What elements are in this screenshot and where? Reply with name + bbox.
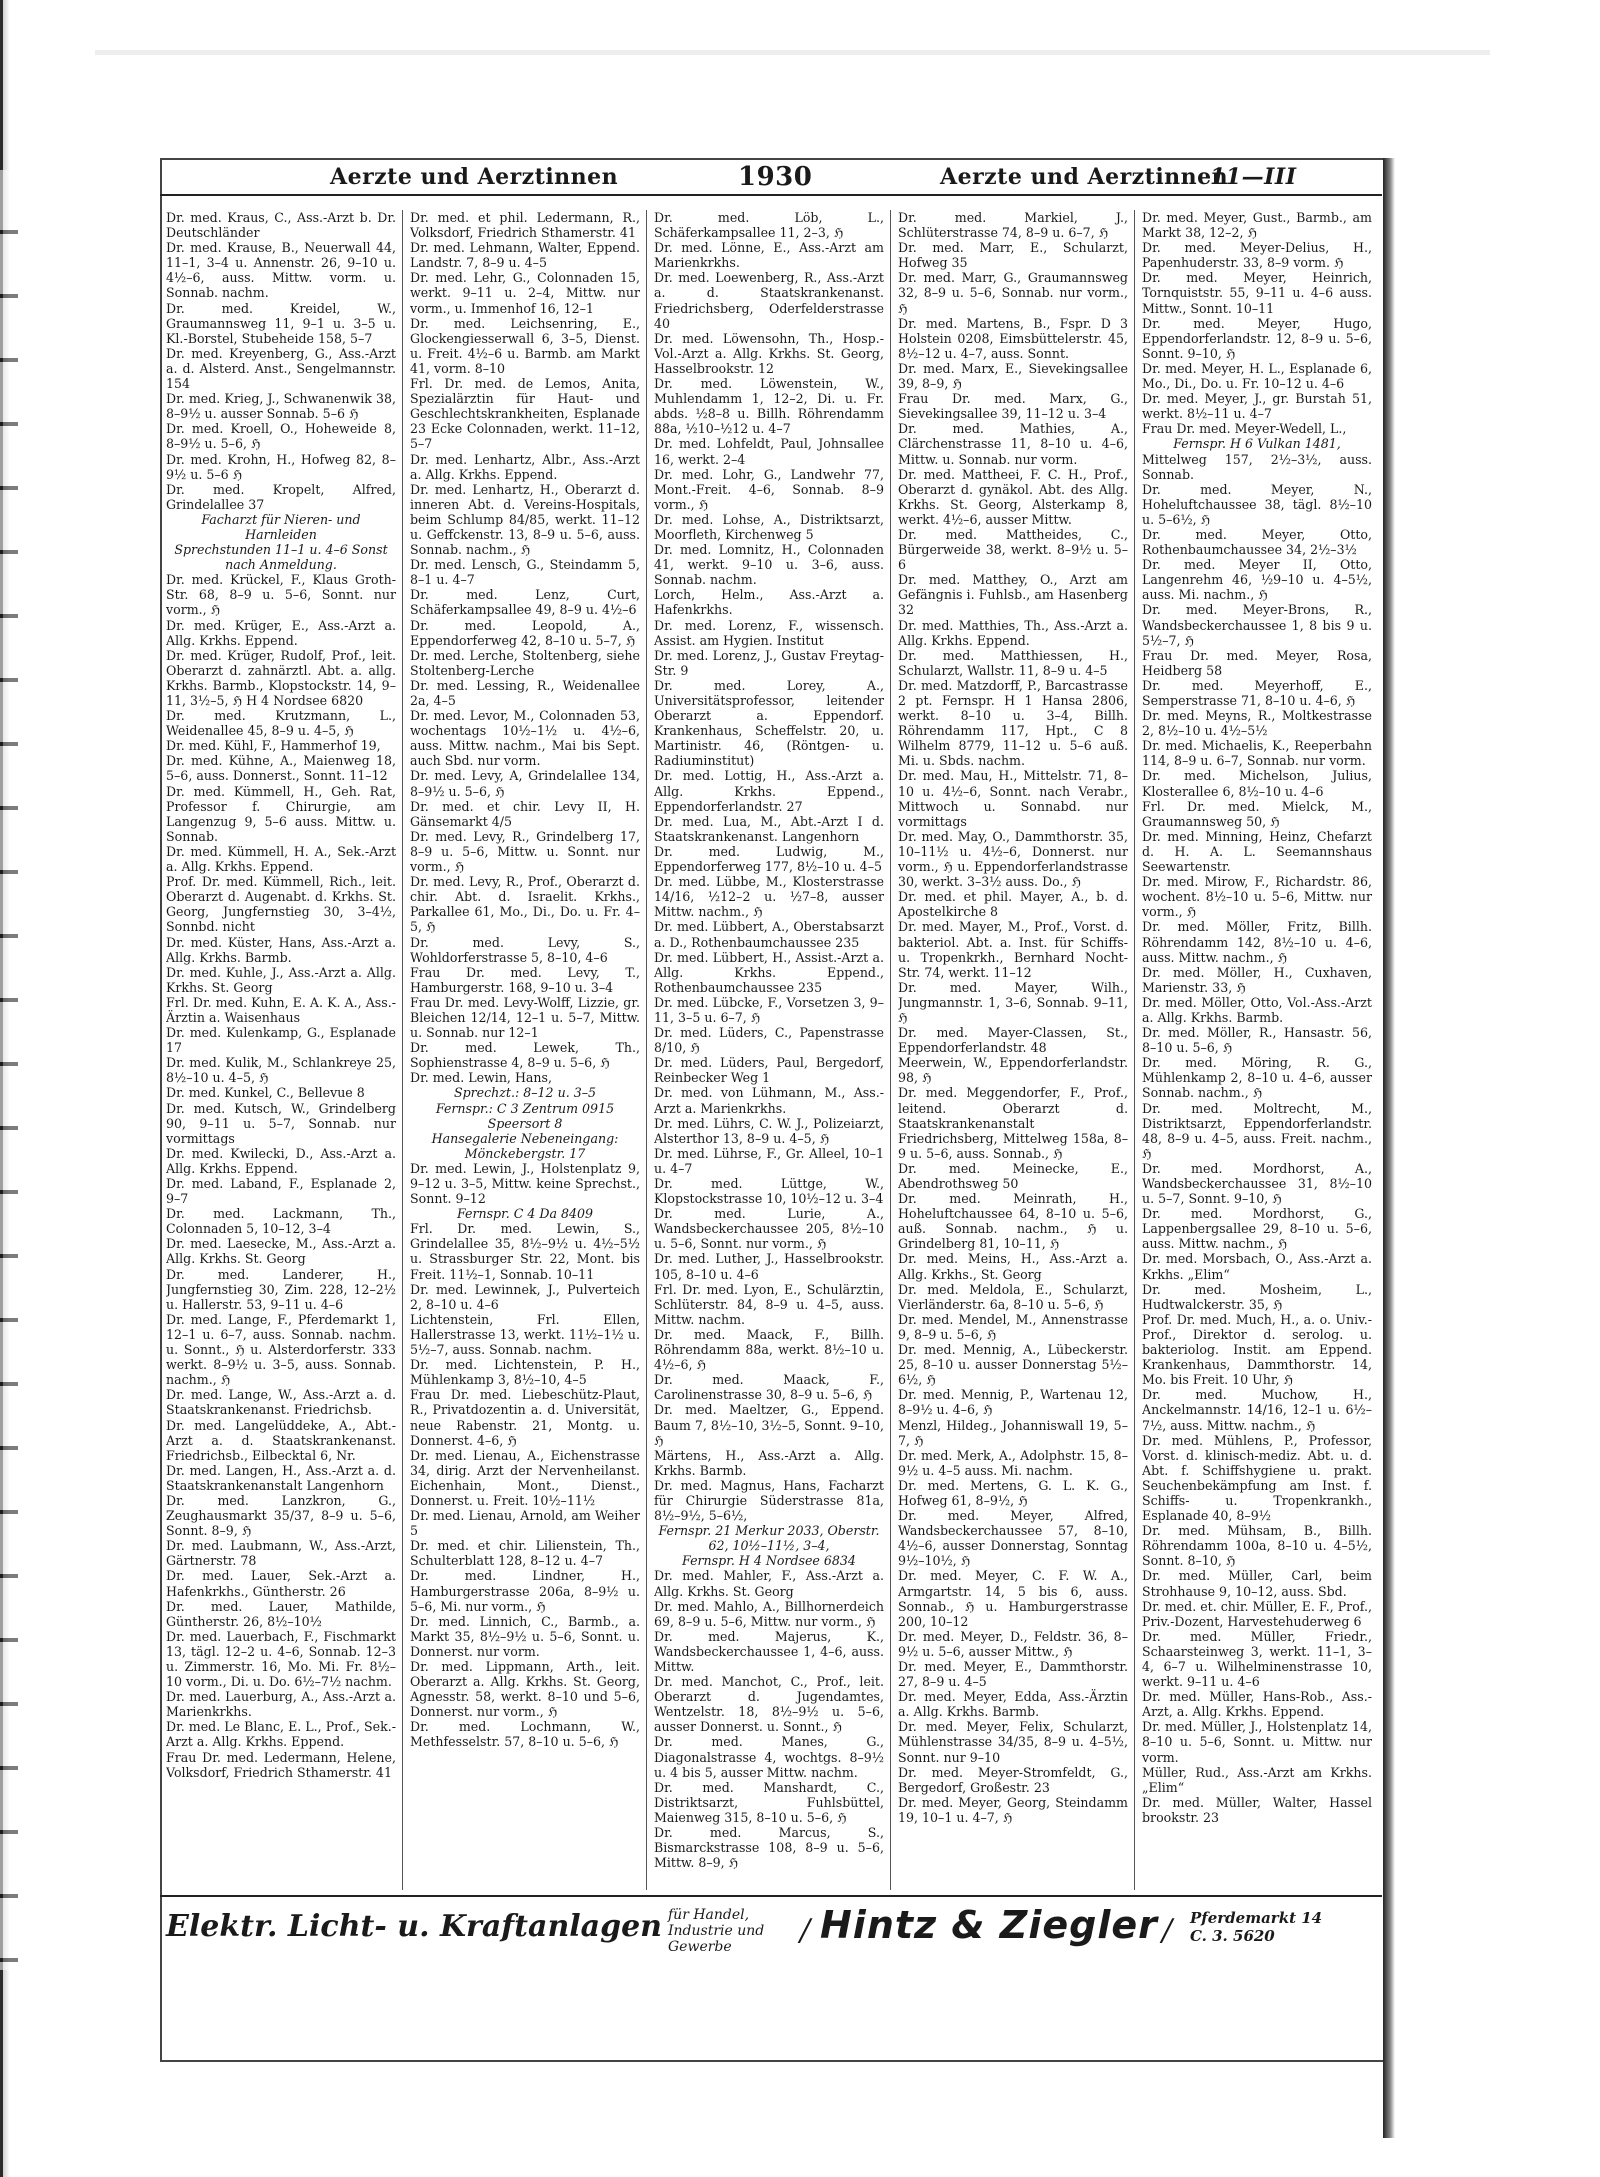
directory-entry: Dr. med. Lessing, R., Weidenallee 2a, 4–5 (410, 677, 640, 708)
directory-entry: Dr. med. Lackmann, Th., Colonnaden 5, 10–12, 3–4 (166, 1206, 396, 1237)
directory-entry: Dr. med. Möller, H., Cuxhaven, Marienstr. 33, ℌ (1142, 964, 1372, 995)
directory-entry: Dr. med. Lönne, E., Ass.-Arzt am Marienkrkhs. (654, 240, 884, 271)
directory-entry: Dr. med. Lorenz, F., wissensch. Assist. am Hygien. Institut (654, 617, 884, 648)
directory-entry: Dr. med. Lochmann, W., Methfesselstr. 57, 8–10 u. 5–6, ℌ (410, 1719, 640, 1750)
directory-entry: Dr. med. et chir. Lilienstein, Th., Schulterblatt 128, 8–12 u. 4–7 (410, 1538, 640, 1569)
directory-entry: Dr. med. Mennig, P., Wartenau 12, 8–9½ u. 4–6, ℌ (898, 1387, 1128, 1418)
directory-entry: Dr. med. Kreidel, W., Graumannsweg 11, 9–1 u. 3–5 u. Kl.-Borstel, Stubeheide 158, 5–7 (166, 300, 396, 346)
directory-note: Fernspr. 21 Merkur 2033, Oberstr. 62, 10½–11½, 3–4, (658, 1523, 880, 1554)
directory-entry: Frau Dr. med. Liebeschütz-Plaut, R., Privatdozentin a. d. Universität, neue Rabenstr. 21, Montg. u. Donnerst. 4–6, ℌ (410, 1387, 640, 1448)
directory-entry: Mittelweg 157, 2½–3½, auss. Sonnab. (1142, 451, 1372, 482)
directory-entry: Frau Dr. med. Levy, T., Hamburgerstr. 168, 9–10 u. 3–4 (410, 964, 640, 995)
directory-entry: Dr. med. Lübbert, H., Assist.-Arzt a. Allg. Krkhs. Eppend., Rothenbaumchaussee 235 (654, 949, 884, 995)
directory-entry: Müller, Rud., Ass.-Arzt am Krkhs. „Elim“ (1142, 1764, 1372, 1795)
directory-entry: Dr. med. Meyer, Georg, Steindamm 19, 10–1 u. 4–7, ℌ (898, 1794, 1128, 1825)
directory-entry: Dr. med. Manchot, C., Prof., leit. Oberarzt d. Jugendamtes, Wentzelstr. 18, 8½–9½ u. 5–6, ausser Donnerst. u. Sonnt., ℌ (654, 1674, 884, 1735)
directory-entry: Dr. med. Matzdorff, P., Barcastrasse 2 pt. Fernspr. H 1 Hansa 2806, werkt. 8–10 u. 3–4, Billh. Röhrendamm 117, Hpt., C 8 Wilhelm 8779, 11–12 u. 5–6 auß. Mi. u. Sbds. nachm. (898, 677, 1128, 769)
directory-entry: Dr. med. Mayer, M., Prof., Vorst. d. bakteriol. Abt. a. Inst. für Schiffs- u. Tropenkrkh., Bernhard Nocht-Str. 74, werkt. 11–12 (898, 919, 1128, 980)
directory-entry: Dr. med. Lauerbach, F., Fischmarkt 13, tägl. 12–2 u. 4–6, Sonnab. 12–3 u. Zimmerstr. 16, Mo. Mi. Fr. 8½–10 vorm., Di. u. Do. 6½–7½ nachm. (166, 1628, 396, 1690)
directory-entry: Dr. med. Krohn, H., Hofweg 82, 8–9½ u. 5–6 ℌ (166, 451, 396, 482)
directory-entry: Dr. med. Lauer, Sek.-Arzt a. Hafenkrkhs., Güntherstr. 26 (166, 1568, 396, 1599)
column-divider (646, 210, 647, 1890)
directory-entry: Dr. med. Kümmell, H., Geh. Rat, Professor f. Chirurgie, am Langenzug 9, 5–6 auss. Mittw. u. Sonnab. (166, 783, 396, 844)
directory-entry: Dr. med. et. chir. Müller, E. F., Prof., Priv.-Dozent, Harvestehuderweg 6 (1142, 1598, 1372, 1629)
directory-entry: Frl. Dr. med. Kuhn, E. A. K. A., Ass.-Ärztin a. Waisenhaus (166, 994, 396, 1025)
directory-entry: Dr. med. Meyer, N., Hoheluftchaussee 38, tägl. 8½–10 u. 5–6½, ℌ (1142, 481, 1372, 527)
directory-entry: Dr. med. Lanzkron, G., Zeughausmarkt 35/37, 8–9 u. 5–6, Sonnt. 8–9, ℌ (166, 1492, 396, 1539)
directory-entry: Dr. med. Mau, H., Mittelstr. 71, 8–10 u. 4½–6, Sonnt. nach Verabr., Mittwoch u. Sonnabd. nur vormittags (898, 768, 1128, 829)
directory-entry: Dr. med. Kulenkamp, G., Esplanade 17 (166, 1025, 396, 1056)
directory-entry: Dr. med. Michelson, Julius, Klosterallee 6, 8½–10 u. 4–6 (1142, 768, 1372, 799)
directory-entry: Dr. med. Lienau, A., Eichenstrasse 34, dirig. Arzt der Nervenheilanst. Eichenhain, Mont., Dienst., Donnerst. u. Freit. 10½–11½ (410, 1447, 640, 1508)
directory-entry: Dr. med. Lange, F., Pferdemarkt 1, 12–1 u. 6–7, auss. Sonnab. nachm. u. Sonnt., ℌ u. Alsterdorferstr. 333 werkt. 8–9½ u. 3–5, auss. Sonnab. nachm., ℌ (166, 1311, 396, 1388)
directory-entry: Dr. med. Lindner, H., Hamburgerstrasse 206a, 8–9½ u. 5–6, Mi. nur vorm., ℌ (410, 1568, 640, 1614)
directory-entry: Dr. med. Lohse, A., Distriktsarzt, Moorfleth, Kirchenweg 5 (654, 511, 884, 542)
directory-entry: Dr. med. Michaelis, K., Reeperbahn 114, 8–9 u. 6–7, Sonnab. nur vorm. (1142, 738, 1372, 769)
ad-company: Hintz & Ziegler (820, 1903, 1158, 1947)
directory-entry: Dr. med. et phil. Ledermann, R., Volksdorf, Friedrich Sthamerstr. 41 (410, 210, 640, 241)
directory-entry: Dr. med. Müller, Hans-Rob., Ass.-Arzt, a. Allg. Krkhs. Eppend. (1142, 1689, 1372, 1720)
directory-entry: Frl. Dr. med. de Lemos, Anita, Spezialärztin für Haut- und Geschlechtskrankheiten, Esplanade 23 Ecke Colonnaden, werkt. 11–12, 5–7 (410, 376, 640, 452)
directory-entry: Dr. med. Mennig, A., Lübeckerstr. 25, 8–10 u. ausser Donnerstag 5½–6½, ℌ (898, 1342, 1128, 1388)
directory-entry: Frl. Dr. med. Lewin, S., Grindelallee 35, 8½–9½ u. 4½–5½ u. Strassburger Str. 22, Mont. bis Freit. 11½–1, Sonnab. 10–11 (410, 1221, 640, 1282)
directory-entry: Dr. med. Lauerburg, A., Ass.-Arzt a. Marienkrkhs. (166, 1689, 396, 1720)
directory-entry: Dr. med. Meyer-Brons, R., Wandsbeckerchaussee 1, 8 bis 9 u. 5½–7, ℌ (1142, 602, 1372, 648)
directory-entry: Dr. med. Langen, H., Ass.-Arzt a. d. Staatskrankenanstalt Langenhorn (166, 1462, 396, 1493)
directory-entry: Dr. med. Lauer, Mathilde, Güntherstr. 26, 8½–10½ (166, 1598, 396, 1629)
directory-entry: Frau Dr. med. Ledermann, Helene, Volksdorf, Friedrich Sthamerstr. 41 (166, 1749, 396, 1780)
directory-entry: Frl. Dr. med. Mielck, M., Graumannsweg 50, ℌ (1142, 798, 1372, 829)
directory-entry: Frau Dr. med. Levy-Wolff, Lizzie, gr. Bleichen 12/14, 12–1 u. 5–7, Mittw. u. Sonnab. nur 12–1 (410, 994, 640, 1041)
directory-entry: Dr. med. Kunkel, C., Bellevue 8 (166, 1085, 365, 1101)
directory-entry: Dr. med. Mahler, F., Ass.-Arzt a. Allg. Krkhs. St. Georg (654, 1568, 884, 1599)
directory-entry: Dr. med. Krutzmann, L., Weidenallee 45, 8–9 u. 4–5, ℌ (166, 708, 396, 739)
directory-entry: Dr. med. Möller, Fritz, Billh. Röhrendamm 142, 8½–10 u. 4–6, auss. Mittw. nachm., ℌ (1142, 919, 1372, 965)
directory-entry: Dr. med. Lenz, Curt, Schäferkampsallee 49, 8–9 u. 4½–6 (410, 587, 640, 618)
directory-entry: Dr. med. Levy, R., Grindelberg 17, 8–9 u. 5–6, Mittw. u. Sonnt. nur vorm., ℌ (410, 828, 640, 875)
directory-entry: Dr. med. Meyer, J., gr. Burstah 51, werkt. 8½–11 u. 4–7 (1142, 391, 1372, 422)
directory-entry: Dr. med. Meyer, Gust., Barmb., am Markt 38, 12–2, ℌ (1142, 210, 1372, 241)
directory-entry: Dr. med. Laubmann, W., Ass.-Arzt, Gärtnerstr. 78 (166, 1538, 396, 1569)
header-year: 1930 (738, 162, 813, 192)
directory-entry: Dr. med. Mirow, F., Richardstr. 86, wochent. 8½–10 u. 5–6, Mittw. nur vorm., ℌ (1142, 874, 1372, 920)
directory-entry: Dr. med. Manshardt, C., Distriktsarzt, Fuhlsbüttel, Maienweg 315, 8–10 u. 5–6, ℌ (654, 1779, 884, 1825)
directory-entry: Dr. med. Maack, F., Carolinenstrasse 30, 8–9 u. 5–6, ℌ (654, 1372, 884, 1403)
directory-entry: Dr. med. Meyer II, Otto, Langenrehm 46, ½9–10 u. 4–5½, auss. Mi. nachm., ℌ (1142, 557, 1372, 603)
directory-entry: Frau Dr. med. Marx, G., Sievekingsallee 39, 11–12 u. 3–4 (898, 391, 1128, 422)
directory-entry: Dr. med. Kümmell, H. A., Sek.-Arzt a. Allg. Krkhs. Eppend. (166, 843, 396, 875)
directory-entry: Dr. med. Müller, J., Holstenplatz 14, 8–10 u. 5–6, Sonnt. u. Mittw. nur vorm. (1142, 1719, 1372, 1765)
directory-entry: Dr. med. Kühne, A., Maienweg 18, 5–6, auss. Donnerst., Sonnt. 11–12 (166, 753, 396, 784)
directory-entry: Dr. med. Lührs, C. W. J., Polizeiarzt, Alsterthor 13, 8–9 u. 4–5, ℌ (654, 1115, 884, 1146)
directory-entry: Dr. med. Kutsch, W., Grindelberg 90, 9–11 u. 5–7, Sonnab. nur vormittags (166, 1100, 396, 1146)
top-scan-bar (95, 50, 1490, 55)
directory-entry: Dr. med. Lohr, G., Landwehr 77, Mont.-Freit. 4–6, Sonnab. 8–9 vorm., ℌ (654, 466, 884, 512)
directory-entry: Dr. med. von Lühmann, M., Ass.-Arzt a. Marienkrkhs. (654, 1085, 884, 1116)
column-divider (402, 210, 403, 1890)
directory-entry: Dr. med. Kulik, M., Schlankreye 25, 8½–10 u. 4–5, ℌ (166, 1055, 396, 1086)
directory-entry: Dr. med. Meyer, Hugo, Eppendorferlandstr. 12, 8–9 u. 5–6, Sonnt. 9–10, ℌ (1142, 315, 1372, 361)
directory-note: Hansegalerie Nebeneingang: Mönckebergstr. 17 (431, 1130, 619, 1161)
directory-entry: Dr. med. Mayer-Classen, St., Eppendorferlandstr. 48 (898, 1025, 1128, 1056)
directory-entry: Dr. med. Moltrecht, M., Distriktsarzt, Eppendorferlandstr. 48, 8–9 u. 4–5, auss. Freit. nachm., ℌ (1142, 1100, 1372, 1161)
ad-separator: / (1162, 1913, 1173, 1948)
column-divider (1134, 210, 1135, 1890)
directory-entry: Dr. med. Mühlens, P., Professor, Vorst. d. klinisch-mediz. Abt. u. d. Abt. f. Schiffshygiene u. prakt. Seuchenbekämpfung am Inst. f. Schiffs- u. Tropenkrankh., Esplanade 40, 8–9½ (1142, 1432, 1372, 1524)
directory-entry: Frl. Dr. med. Lyon, E., Schulärztin, Schlüterstr. 84, 8–9 u. 4–5, auss. Mittw. nachm. (654, 1281, 884, 1327)
directory-entry: Prof. Dr. med. Much, H., a. o. Univ.-Prof., Direktor d. serolog. u. bakteriolog. Instit. am Eppend. Krankenhaus, Dammthorstr. 14, Mo. bis Freit. 10 Uhr, ℌ (1142, 1311, 1372, 1388)
directory-entry: Dr. med. Meyer, Otto, Rothenbaumchaussee 34, 2½–3½ (1142, 526, 1372, 558)
directory-entry: Dr. med. Matthey, O., Arzt am Gefängnis i. Fuhlsb., am Hasenberg 32 (898, 572, 1128, 618)
directory-note: Sprechstunden 11–1 u. 4–6 Sonst nach Anmeldung. (174, 542, 388, 573)
directory-entry: Dr. med. Kwilecki, D., Ass.-Arzt a. Allg. Krkhs. Eppend. (166, 1145, 396, 1176)
advertisement-footer (160, 1895, 1382, 1967)
directory-entry: Dr. med. Martens, B., Fspr. D 3 Holstein 0208, Eimsbüttelerstr. 45, 8½–12 u. 4–7, auss. Sonnt. (898, 315, 1128, 361)
directory-entry: Dr. med. Kraus, C., Ass.-Arzt b. Dr. Deutschländer (166, 210, 396, 241)
directory-entry: Dr. med. Lehmann, Walter, Eppend. Landstr. 7, 8–9 u. 4–5 (410, 240, 640, 271)
directory-entry: Dr. med. Mertens, G. L. K. G., Hofweg 61, 8–9½, ℌ (898, 1477, 1128, 1508)
directory-entry: Dr. med. Mordhorst, A., Wandsbeckerchaussee 31, 8½–10 u. 5–7, Sonnt. 9–10, ℌ (1142, 1160, 1372, 1207)
column-5 (1142, 210, 1372, 1890)
page-number: 11—III (1210, 164, 1297, 190)
directory-entry: Dr. med. Meyerhoff, E., Semperstrasse 71, 8–10 u. 4–6, ℌ (1142, 677, 1372, 708)
directory-entry: Dr. med. Manes, G., Diagonalstrasse 4, wochtgs. 8–9½ u. 4 bis 5, ausser Mittw. nachm. (654, 1734, 884, 1780)
directory-note: Fernspr.: C 3 Zentrum 0915 Speersort 8 (435, 1100, 615, 1131)
directory-entry: Dr. med. Marr, E., Schularzt, Hofweg 35 (898, 240, 1128, 271)
directory-entry: Dr. med. Levor, M., Colonnaden 53, wochentags 10½–1½ u. 4½–6, auss. Mittw. nachm., Mai bis Sept. auch Sbd. nur vorm. (410, 708, 640, 769)
directory-entry: Dr. med. Levy, A, Grindelallee 134, 8–9½ u. 5–6, ℌ (410, 768, 640, 799)
directory-entry: Dr. med. Meyer, D., Feldstr. 36, 8–9½ u. 5–6, ausser Mittw., ℌ (898, 1628, 1128, 1659)
column-4 (898, 210, 1128, 1890)
directory-entry: Dr. med. Meyer, H. L., Esplanade 6, Mo., Di., Do. u. Fr. 10–12 u. 4–6 (1142, 360, 1372, 392)
directory-entry: Dr. med. Lorey, A., Universitätsprofessor, leitender Oberarzt a. Eppendorf. Krankenhaus, Scheffelstr. 20, u. Martinistr. 46, (Röntgen- u. Radiuminstitut) (654, 677, 884, 769)
directory-entry: Dr. med. Lüttge, W., Klopstockstrasse 10, 10½–12 u. 3–4 (654, 1176, 884, 1207)
directory-entry: Dr. med. Matthies, Th., Ass.-Arzt a. Allg. Krkhs. Eppend. (898, 617, 1128, 648)
directory-entry: Dr. med. Mahlo, A., Billhornerdeich 69, 8–9 u. 5–6, Mittw. nur vorm., ℌ (654, 1598, 884, 1629)
column-divider (890, 210, 891, 1890)
directory-entry: Dr. med. Lange, W., Ass.-Arzt a. d. Staatskrankenanst. Friedrichsb. (166, 1387, 396, 1418)
directory-entry: Dr. med. Matthiessen, H., Schularzt, Wallstr. 11, 8–9 u. 4–5 (898, 647, 1128, 678)
ad-contact (1190, 1909, 1322, 1945)
directory-entry: Dr. med. Lehr, G., Colonnaden 15, werkt. 9–11 u. 2–4, Mittw. nur vorm., u. Immenhof 16, 12–1 (410, 270, 640, 316)
directory-entry: Dr. med. et chir. Levy II, H. Gänsemarkt 4/5 (410, 798, 640, 829)
directory-entry: Dr. med. Laband, F., Esplanade 2, 9–7 (166, 1176, 396, 1207)
directory-entry: Dr. med. Lohfeldt, Paul, Johnsallee 16, werkt. 2–4 (654, 436, 884, 467)
directory-entry: Dr. med. Levy, S., Wohldorferstrasse 5, 8–10, 4–6 (410, 934, 640, 965)
directory-entry: Dr. med. Meyer, Edda, Ass.-Ärztin a. Allg. Krkhs. Barmb. (898, 1689, 1128, 1720)
directory-entry: Dr. med. Lua, M., Abt.-Arzt I d. Staatskrankenanst. Langenhorn (654, 813, 884, 844)
directory-entry: Dr. med. et phil. Mayer, A., b. d. Apostelkirche 8 (898, 889, 1128, 920)
page-header (160, 160, 1382, 196)
directory-entry: Dr. med. Löwensohn, Th., Hosp.-Vol.-Arzt a. Allg. Krkhs. St. Georg, Hasselbrookstr. 12 (654, 330, 884, 376)
directory-entry: Dr. med. Lomnitz, H., Colonnaden 41, werkt. 9–10 u. 3–6, auss. Sonnab. nachm. (654, 542, 884, 588)
directory-entry: Dr. med. Mayer, Wilh., Jungmannstr. 1, 3–6, Sonnab. 9–11, ℌ (898, 979, 1128, 1025)
directory-entry: Dr. med. Marx, E., Sievekingsallee 39, 8–9, ℌ (898, 360, 1128, 392)
ad-subtext: für Handel, Industrie und Gewerbe (668, 1907, 765, 1955)
directory-entry: Dr. med. Muchow, H., Anckelmannstr. 14/16, 12–1 u. 6½–7½, auss. Mittw. nachm., ℌ (1142, 1387, 1372, 1433)
directory-columns (160, 210, 1382, 1890)
directory-entry: Dr. med. Möller, R., Hansastr. 56, 8–10 u. 5–6, ℌ (1142, 1025, 1372, 1056)
directory-entry: Dr. med. Krückel, F., Klaus Groth-Str. 68, 8–9 u. 5–6, Sonnt. nur vorm., ℌ (166, 572, 396, 618)
directory-entry: Dr. med. Löb, L., Schäferkampsallee 11, 2–3, ℌ (654, 210, 884, 241)
directory-entry: Dr. med. Ludwig, M., Eppendorferweg 177, 8½–10 u. 4–5 (654, 843, 884, 875)
directory-entry: Dr. med. Lottig, H., Ass.-Arzt a. Allg. Krkhs. Eppend., Eppendorferlandstr. 27 (654, 768, 884, 814)
ad-separator: / (800, 1913, 811, 1948)
directory-entry: Dr. med. Majerus, K., Wandsbeckerchaussee 1, 4–6, auss. Mittw. (654, 1628, 884, 1674)
directory-entry: Dr. med. Lewin, Hans, (410, 1070, 553, 1086)
directory-entry: Dr. med. Mendel, M., Annenstrasse 9, 8–9 u. 5–6, ℌ (898, 1311, 1128, 1342)
directory-entry: Dr. med. Lewinnek, J., Pulverteich 2, 8–10 u. 4–6 (410, 1281, 640, 1312)
directory-entry: Dr. med. Lenhartz, H., Oberarzt d. inneren Abt. d. Vereins-Hospitals, beim Schlump 84/85, werkt. 11–12 u. Geffckenstr. 13, 8–9 u. 5–6, auss. Sonnab. nachm., ℌ (410, 481, 640, 558)
directory-entry: Dr. med. Lerche, Stoltenberg, siehe Stoltenberg-Lerche (410, 647, 640, 678)
header-right-title: Aerzte und Aerztinnen (940, 164, 1229, 190)
directory-entry: Dr. med. Leopold, A., Eppendorferweg 42, 8–10 u. 5–7, ℌ (410, 617, 640, 648)
binding-marks (0, 170, 18, 1970)
directory-entry: Dr. med. Meins, H., Ass.-Arzt a. Allg. Krkhs., St. Georg (898, 1251, 1128, 1282)
directory-entry: Dr. med. Meyer-Delius, H., Papenhuderstr. 33, 8–9 vorm. ℌ (1142, 240, 1372, 271)
directory-entry: Dr. med. Markiel, J., Schlüterstrasse 74, 8–9 u. 6–7, ℌ (898, 210, 1128, 241)
directory-entry: Dr. med. Meyer-Stromfeldt, G., Bergedorf, Großestr. 23 (898, 1764, 1128, 1795)
directory-entry: Dr. med. Möring, R. G., Mühlenkamp 2, 8–10 u. 4–6, ausser Sonnab. nachm., ℌ (1142, 1055, 1372, 1101)
directory-entry: Dr. med. Mühsam, B., Billh. Röhrendamm 100a, 8–10 u. 4–5½, Sonnt. 8–10, ℌ (1142, 1523, 1372, 1569)
directory-entry: Dr. med. Lensch, G., Steindamm 5, 8–1 u. 4–7 (410, 557, 640, 588)
directory-entry: Dr. med. Luther, J., Hasselbrookstr. 105, 8–10 u. 4–6 (654, 1251, 884, 1282)
directory-entry: Dr. med. Meyns, R., Moltkestrasse 2, 8½–10 u. 4½–5½ (1142, 708, 1372, 739)
column-2 (410, 210, 640, 1890)
column-3 (654, 210, 884, 1890)
directory-entry: Dr. med. May, O., Dammthorstr. 35, 10–11½ u. 4½–6, Donnerst. nur vorm., ℌ u. Eppendorferlandstrasse 30, werkt. 3–3½ auss. Do., ℌ (898, 828, 1128, 890)
header-left-title: Aerzte und Aerztinnen (330, 164, 619, 190)
directory-entry: Dr. med. Lurie, A., Wandsbeckerchaussee 205, 8½–10 u. 5–6, Sonnt. nur vorm., ℌ (654, 1206, 884, 1252)
directory-entry: Dr. med. Kühl, F., Hammerhof 19, (166, 738, 381, 754)
column-1 (166, 210, 396, 1890)
directory-entry: Dr. med. Lippmann, Arth., leit. Oberarzt a. Allg. Krkhs. St. Georg, Agnesstr. 58, werkt. 8–10 und 5–6, Donnerst. nur vorm., ℌ (410, 1659, 640, 1720)
directory-entry: Dr. med. Laesecke, M., Ass.-Arzt a. Allg. Krkhs. St. Georg (166, 1236, 396, 1267)
directory-entry: Dr. med. Morsbach, O., Ass.-Arzt a. Krkhs. „Elim“ (1142, 1251, 1372, 1282)
directory-entry: Dr. med. Mattheides, C., Bürgerweide 38, werkt. 8–9½ u. 5–6 (898, 526, 1128, 573)
directory-entry: Dr. med. Mordhorst, G., Lappenbergsallee 29, 8–10 u. 5–6, auss. Mittw. nachm., ℌ (1142, 1206, 1372, 1252)
directory-entry: Prof. Dr. med. Kümmell, Rich., leit. Oberarzt d. Augenabt. d. Krkhs. St. Georg, Jungfernstieg 30, 3–4½, Sonnbd. nicht (166, 874, 396, 935)
directory-entry: Dr. med. Levy, R., Prof., Oberarzt d. chir. Abt. d. Israelit. Krkhs., Parkallee 61, Mo., Di., Do. u. Fr. 4–5, ℌ (410, 874, 640, 935)
directory-entry: Dr. med. Magnus, Hans, Facharzt für Chirurgie Süderstrasse 81a, 8½–9½, 5–6½, (654, 1477, 884, 1524)
directory-entry: Dr. med. Krüger, E., Ass.-Arzt a. Allg. Krkhs. Eppend. (166, 617, 396, 648)
directory-entry: Dr. med. Krüger, Rudolf, Prof., leit. Oberarzt d. zahnärztl. Abt. a. allg. Krkhs. Barmb., Klopstockstr. 14, 9–11, 3½–5, ℌ H 4 Nordsee 6820 (166, 647, 396, 708)
directory-entry: Menzl, Hildeg., Johanniswall 19, 5–7, ℌ (898, 1417, 1128, 1448)
directory-entry: Dr. med. Meyer, Felix, Schularzt, Mühlenstrasse 34/35, 8–9 u. 4–5½, Sonnt. nur 9–10 (898, 1719, 1128, 1765)
directory-entry: Dr. med. Leichsenring, E., Glockengiesserwall 6, 3–5, Dienst. u. Freit. 4½–6 u. Barmb. am Markt 41, vorm. 8–10 (410, 315, 640, 376)
directory-note: Sprechzt.: 8–12 u. 3–5 (453, 1085, 597, 1101)
directory-note: Fernspr. H 4 Nordsee 6834 (682, 1553, 856, 1569)
directory-entry: Dr. med. Langelüddeke, A., Abt.-Arzt a. d. Staatskrankenanst. Friedrichsb., Eilbecktal 6, Nr. (166, 1417, 396, 1463)
directory-entry: Dr. med. Marr, G., Graumannsweg 32, 8–9 u. 5–6, Sonnab. nur vorm., ℌ (898, 270, 1128, 316)
directory-entry: Dr. med. Meyer, Heinrich, Tornquiststr. 55, 9–11 u. 4–6 auss. Mittw., Sonnt. 10–11 (1142, 270, 1372, 316)
directory-entry: Lichtenstein, Frl. Ellen, Hallerstrasse 13, werkt. 11½–1½ u. 5½–7, auss. Sonnab. nachm. (410, 1311, 640, 1358)
directory-entry: Dr. med. Merk, A., Adolphstr. 15, 8–9½ u. 4–5 auss. Mi. nachm. (898, 1447, 1128, 1478)
directory-entry: Dr. med. Kropelt, Alfred, Grindelallee 37 (166, 481, 396, 512)
directory-entry: Meerwein, W., Eppendorferlandstr. 98, ℌ (898, 1055, 1128, 1086)
directory-entry: Dr. med. Lichtenstein, P. H., Mühlenkamp 3, 8½–10, 4–5 (410, 1357, 640, 1388)
directory-entry: Dr. med. Loewenberg, R., Ass.-Arzt a. d. Staatskrankenanst. Friedrichsberg, Oderfelderstrasse 40 (654, 270, 884, 331)
directory-entry: Dr. med. Meggendorfer, F., Prof., leitend. Oberarzt d. Staatskrankenanstalt Friedrichsberg, Mittelweg 158a, 8–9 u. 5–6, auss. Sonnab., ℌ (898, 1085, 1128, 1161)
directory-entry: Dr. med. Marcus, S., Bismarckstrasse 108, 8–9 u. 5–6, Mittw. 8–9, ℌ (654, 1825, 884, 1871)
directory-note: Facharzt für Nieren- und Harnleiden (201, 511, 361, 542)
directory-entry: Dr. med. Meinecke, E., Abendrothsweg 50 (898, 1160, 1128, 1191)
directory-entry: Dr. med. Maeltzer, G., Eppend. Baum 7, 8½–10, 3½–5, Sonnt. 9–10, ℌ (654, 1402, 884, 1448)
directory-note: Fernspr. H 6 Vulkan 1481, (1173, 436, 1341, 452)
page-edge-shadow (1383, 158, 1395, 2138)
directory-entry: Dr. med. Lübcke, F., Vorsetzen 3, 9–11, 3–5 u. 6–7, ℌ (654, 994, 884, 1025)
directory-entry: Dr. med. Lienau, Arnold, am Weiher 5 (410, 1508, 640, 1539)
directory-entry: Dr. med. Lübbert, A., Oberstabsarzt a. D., Rothenbaumchaussee 235 (654, 919, 884, 950)
directory-entry: Dr. med. Le Blanc, E. L., Prof., Sek.-Arzt a. Allg. Krkhs. Eppend. (166, 1719, 396, 1750)
directory-entry: Lorch, Helm., Ass.-Arzt a. Hafenkrkhs. (654, 587, 884, 618)
directory-entry: Dr. med. Müller, Friedr., Schaarsteinweg 3, werkt. 11–1, 3–4, 6–7 u. Wilhelminenstrasse 10, werkt. 9–11 u. 4–6 (1142, 1628, 1372, 1690)
directory-entry: Dr. med. Kroell, O., Hoheweide 8, 8–9½ u. 5–6, ℌ (166, 421, 396, 452)
directory-entry: Märtens, H., Ass.-Arzt a. Allg. Krkhs. Barmb. (654, 1447, 884, 1478)
directory-entry: Dr. med. Löwenstein, W., Muhlendamm 1, 12–2, Di. u. Fr. abds. ½8–8 u. Billh. Röhrendamm 88a, ½10–½12 u. 4–7 (654, 376, 884, 437)
directory-entry: Dr. med. Linnich, C., Barmb., a. Markt 35, 8½–9½ u. 5–6, Sonnt. u. Donnerst. nur vorm. (410, 1613, 640, 1659)
directory-entry: Dr. med. Maack, F., Billh. Röhrendamm 88a, werkt. 8½–10 u. 4½–6, ℌ (654, 1326, 884, 1373)
directory-entry: Frau Dr. med. Meyer, Rosa, Heidberg 58 (1142, 647, 1372, 678)
directory-entry: Dr. med. Landerer, H., Jungfernstieg 30, Zim. 228, 12–2½ u. Hallerstr. 53, 9–11 u. 4–6 (166, 1266, 396, 1312)
directory-entry: Dr. med. Meyer, E., Dammthorstr. 27, 8–9 u. 4–5 (898, 1659, 1128, 1690)
directory-entry: Dr. med. Lorenz, J., Gustav Freytag-Str. 9 (654, 647, 884, 678)
directory-entry: Dr. med. Kuhle, J., Ass.-Arzt a. Allg. Krkhs. St. Georg (166, 964, 396, 995)
directory-entry: Dr. med. Meinrath, H., Hoheluftchaussee 64, 8–10 u. 5–6, auß. Sonnab. nachm., ℌ u. Grindelberg 81, 10–11, ℌ (898, 1191, 1128, 1252)
directory-entry: Dr. med. Minning, Heinz, Chefarzt d. H. A. L. Seemannshaus Seewartenstr. (1142, 828, 1372, 875)
directory-entry: Frau Dr. med. Meyer-Wedell, L., (1142, 421, 1347, 437)
ad-main-text: Elektr. Licht- u. Kraftanlagen (166, 1909, 662, 1944)
directory-entry: Dr. med. Meldola, E., Schularzt, Vierländerstr. 6a, 8–10 u. 5–6, ℌ (898, 1281, 1128, 1312)
directory-entry: Dr. med. Meyer, Alfred, Wandsbeckerchaussee 57, 8–10, 4½–6, ausser Donnerstag, Sonntag 9½–10½, ℌ (898, 1508, 1128, 1569)
directory-entry: Dr. med. Lübbe, M., Klosterstrasse 14/16, ½12–2 u. ½7–8, ausser Mittw. nachm., ℌ (654, 874, 884, 920)
ad-phone: C. 3. 5620 (1190, 1927, 1275, 1945)
directory-entry: Dr. med. Mosheim, L., Hudtwalckerstr. 35, ℌ (1142, 1281, 1372, 1312)
directory-entry: Dr. med. Mattheei, F. C. H., Prof., Oberarzt d. gynäkol. Abt. des Allg. Krkhs. St. Georg, Alsterkamp 8, werkt. 4½–6, ausser Mittw. (898, 466, 1128, 527)
ad-address: Pferdemarkt 14 (1190, 1909, 1323, 1927)
directory-entry: Dr. med. Lewek, Th., Sophienstrasse 4, 8–9 u. 5–6, ℌ (410, 1040, 640, 1071)
directory-entry: Dr. med. Lewin, J., Holstenplatz 9, 9–12 u. 3–5, Mittw. keine Sprechst., Sonnt. 9–12 (410, 1160, 640, 1207)
directory-entry: Dr. med. Möller, Otto, Vol.-Ass.-Arzt a. Allg. Krkhs. Barmb. (1142, 994, 1372, 1025)
directory-entry: Dr. med. Lenhartz, Albr., Ass.-Arzt a. Allg. Krkhs. Eppend. (410, 451, 640, 482)
directory-entry: Dr. med. Küster, Hans, Ass.-Arzt a. Allg. Krkhs. Barmb. (166, 934, 396, 965)
directory-entry: Dr. med. Lüders, Paul, Bergedorf, Reinbecker Weg 1 (654, 1055, 884, 1086)
directory-entry: Dr. med. Mathies, A., Clärchenstrasse 11, 8–10 u. 4–6, Mittw. u. Sonnab. nur vorm. (898, 421, 1128, 467)
directory-entry: Dr. med. Krieg, J., Schwanenwik 38, 8–9½ u. ausser Sonnab. 5–6 ℌ (166, 391, 396, 422)
directory-entry: Dr. med. Müller, Carl, beim Strohhause 9, 10–12, auss. Sbd. (1142, 1568, 1372, 1599)
directory-entry: Dr. med. Lührse, F., Gr. Alleel, 10–1 u. 4–7 (654, 1145, 884, 1176)
directory-entry: Dr. med. Krause, B., Neuerwall 44, 11–1, 3–4 u. Annenstr. 26, 9–10 u. 4½–6, auss. Mittw. vorm. u. Sonnab. nachm. (166, 240, 396, 301)
directory-entry: Dr. med. Müller, Walter, Hassel brookstr. 23 (1142, 1794, 1372, 1825)
directory-entry: Dr. med. Meyer, C. F. W. A., Armgartstr. 14, 5 bis 6, auss. Sonnab., ℌ u. Hamburgerstrasse 200, 10–12 (898, 1568, 1128, 1629)
directory-entry: Dr. med. Kreyenberg, G., Ass.-Arzt a. d. Alsterd. Anst., Sengelmannstr. 154 (166, 345, 396, 392)
directory-note: Fernspr. C 4 Da 8409 (456, 1206, 594, 1222)
directory-entry: Dr. med. Lüders, C., Papenstrasse 8/10, ℌ (654, 1025, 884, 1056)
